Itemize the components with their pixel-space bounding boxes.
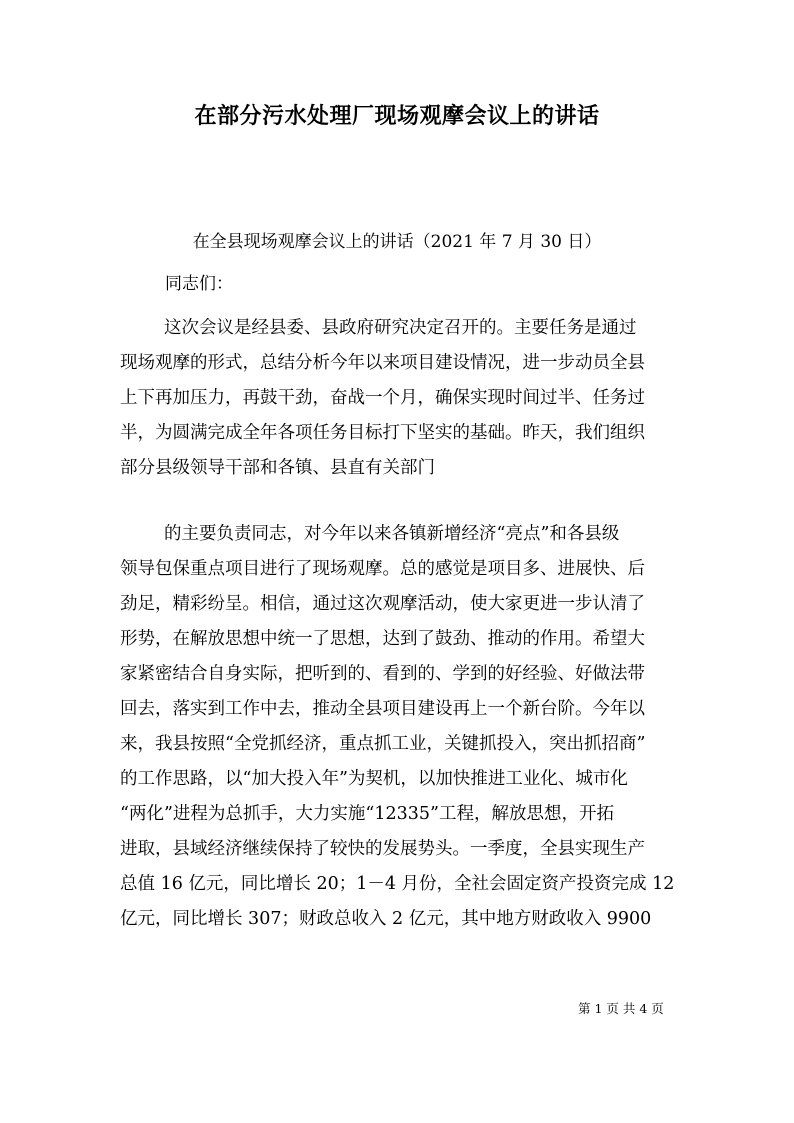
paragraph-line: 形势，在解放思想中统一了思想，达到了鼓劲、推动的作用。希望大	[120, 629, 645, 649]
paragraph-line: 劲足，精彩纷呈。相信，通过这次观摩活动，使大家更进一步认清了	[120, 594, 645, 614]
paragraph-line: 的主要负责同志，对今年以来各镇新增经济“亮点”和各县级	[164, 524, 620, 544]
paragraph-line: “两化”进程为总抓手，大力实施“12335”工程，解放思想，开拓	[120, 804, 614, 824]
paragraph-line: 总值 16 亿元，同比增长 20；1－4 月份，全社会固定资产投资完成 12	[120, 874, 675, 894]
paragraph-line: 上下再加压力，再鼓干劲，奋战一个月，确保实现时间过半、任务过	[120, 388, 645, 408]
page-number-footer: 第 1 页 共 4 页	[578, 1001, 664, 1016]
paragraph-line: 半，为圆满完成全年各项任务目标打下坚实的基础。昨天，我们组织	[120, 423, 645, 443]
paragraph-line: 的工作思路，以“加大投入年”为契机，以加快推进工业化、城市化	[120, 769, 628, 789]
document-title: 在部分污水处理厂现场观摩会议上的讲话	[194, 103, 600, 129]
paragraph-line: 亿元，同比增长 307；财政总收入 2 亿元，其中地方财政收入 9900	[120, 909, 652, 929]
paragraph-line: 回去，落实到工作中去，推动全县项目建设再上一个新台阶。今年以	[120, 699, 645, 719]
paragraph-line: 部分县级领导干部和各镇、县直有关部门	[120, 458, 435, 478]
paragraph-line: 领导包保重点项目进行了现场观摩。总的感觉是项目多、进展快、后	[120, 559, 645, 579]
greeting: 同志们：	[165, 274, 233, 294]
paragraph-2	[120, 517, 680, 937]
paragraph-line: 家紧密结合自身实际，把听到的、看到的、学到的好经验、好做法带	[120, 664, 645, 684]
document-subtitle: 在全县现场观摩会议上的讲话（2021 年 7 月 30 日）	[192, 232, 602, 252]
paragraph-line: 这次会议是经县委、县政府研究决定召开的。主要任务是通过	[164, 318, 637, 338]
paragraph-1	[120, 311, 680, 486]
paragraph-line: 来，我县按照“全党抓经济，重点抓工业，关键抓投入，突出抓招商”	[120, 734, 646, 754]
paragraph-line: 现场观摩的形式，总结分析今年以来项目建设情况，进一步动员全县	[120, 353, 645, 373]
paragraph-line: 进取，县域经济继续保持了较快的发展势头。一季度，全县实现生产	[120, 839, 645, 859]
